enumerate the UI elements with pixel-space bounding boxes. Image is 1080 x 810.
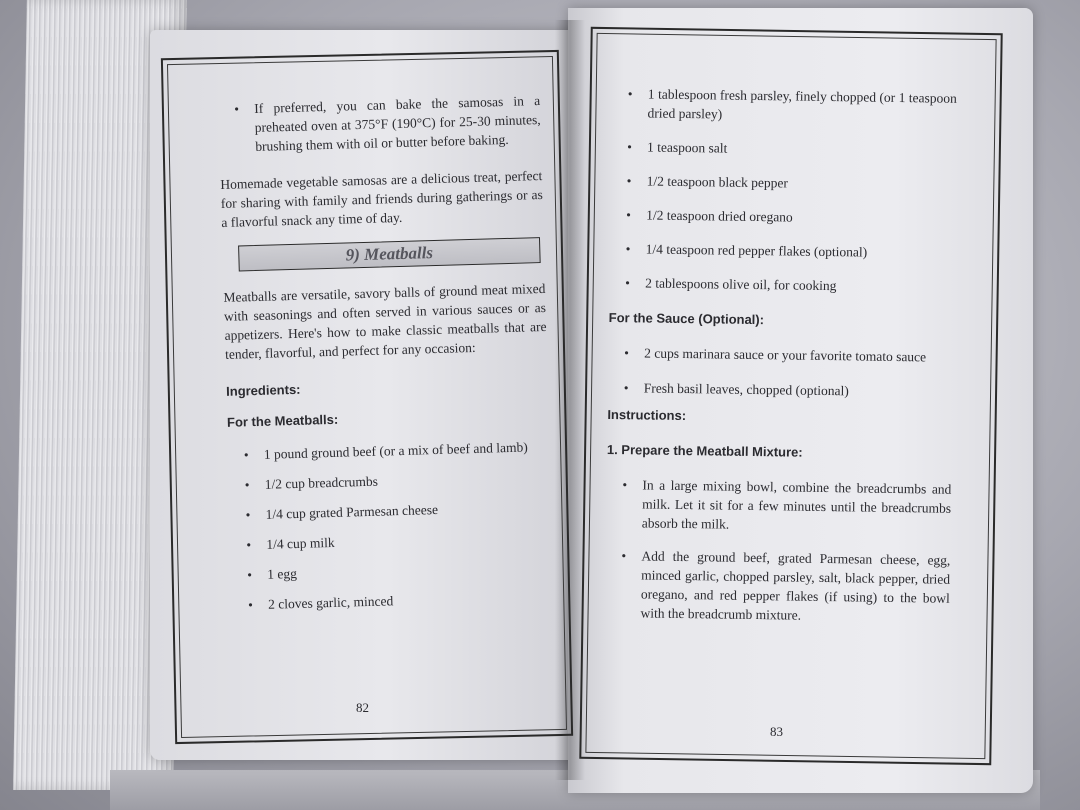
list-item: • 2 tablespoons olive oil, for cooking: [609, 273, 954, 297]
list-item: • If preferred, you can bake the samosas in a preheated oven at 375°F (190°C) for 25-30 minutes, brushing them with oil or butter before baking.: [218, 91, 541, 157]
ingredients-heading: Ingredients:: [225, 381, 301, 399]
recipe-description: Meatballs are versatile, savory balls of ground meat mixed with seasonings and often served in various sauces or as appetizers. Here's how to make classic meatballs that are tender, flavorful, and perfect for any occasion:: [223, 280, 547, 362]
closing-paragraph: Homemade vegetable samosas are a delicious treat, perfect for sharing with family and friends during gatherings or as a flavorful snack any time of day.: [220, 167, 543, 230]
list-item: • 2 cups marinara sauce or your favorite tomato sauce: [608, 343, 953, 367]
section-title: 9) Meatballs: [345, 243, 434, 265]
page-number-left: 82: [356, 700, 369, 715]
list-item: • Add the ground beef, grated Parmesan cheese, egg, minced garlic, chopped parsley, salt, black pepper, dried oregano, and red pepper flakes (if using) to the bowl with the breadcrumb mixture.: [604, 546, 950, 627]
section-title-box: [238, 237, 541, 271]
list-item: • 2 cloves garlic, minced: [232, 587, 554, 615]
list-item: • 1/2 cup breadcrumbs: [228, 467, 550, 495]
list-item: • 1/2 teaspoon black pepper: [611, 171, 956, 195]
list-item: • Fresh basil leaves, chopped (optional): [608, 378, 953, 402]
page-number-right: 83: [770, 724, 783, 739]
list-item: • 1/2 teaspoon dried oregano: [610, 205, 955, 229]
step-heading: 1. Prepare the Meatball Mixture:: [606, 441, 803, 460]
left-page-content: [218, 91, 554, 615]
list-item: • 1 teaspoon salt: [611, 137, 956, 161]
list-item: • 1/4 teaspoon red pepper flakes (optional): [610, 239, 955, 263]
instructions-heading: Instructions:: [607, 406, 687, 424]
list-item: • 1 tablespoon fresh parsley, finely chopped (or 1 teaspoon dried parsley): [611, 84, 956, 127]
list-item: • 1 egg: [231, 557, 553, 585]
right-page-content: [604, 84, 956, 627]
list-item: • 1/4 cup grated Parmesan cheese: [229, 497, 551, 525]
list-item: • 1/4 cup milk: [230, 527, 552, 555]
meatballs-subheading: For the Meatballs:: [226, 411, 339, 430]
sauce-heading: For the Sauce (Optional):: [608, 309, 765, 328]
list-item: • 1 pound ground beef (or a mix of beef and lamb): [228, 437, 550, 465]
list-item: • In a large mixing bowl, combine the breadcrumbs and milk. Let it sit for a few minutes until the breadcrumbs absorb the milk.: [606, 475, 952, 537]
